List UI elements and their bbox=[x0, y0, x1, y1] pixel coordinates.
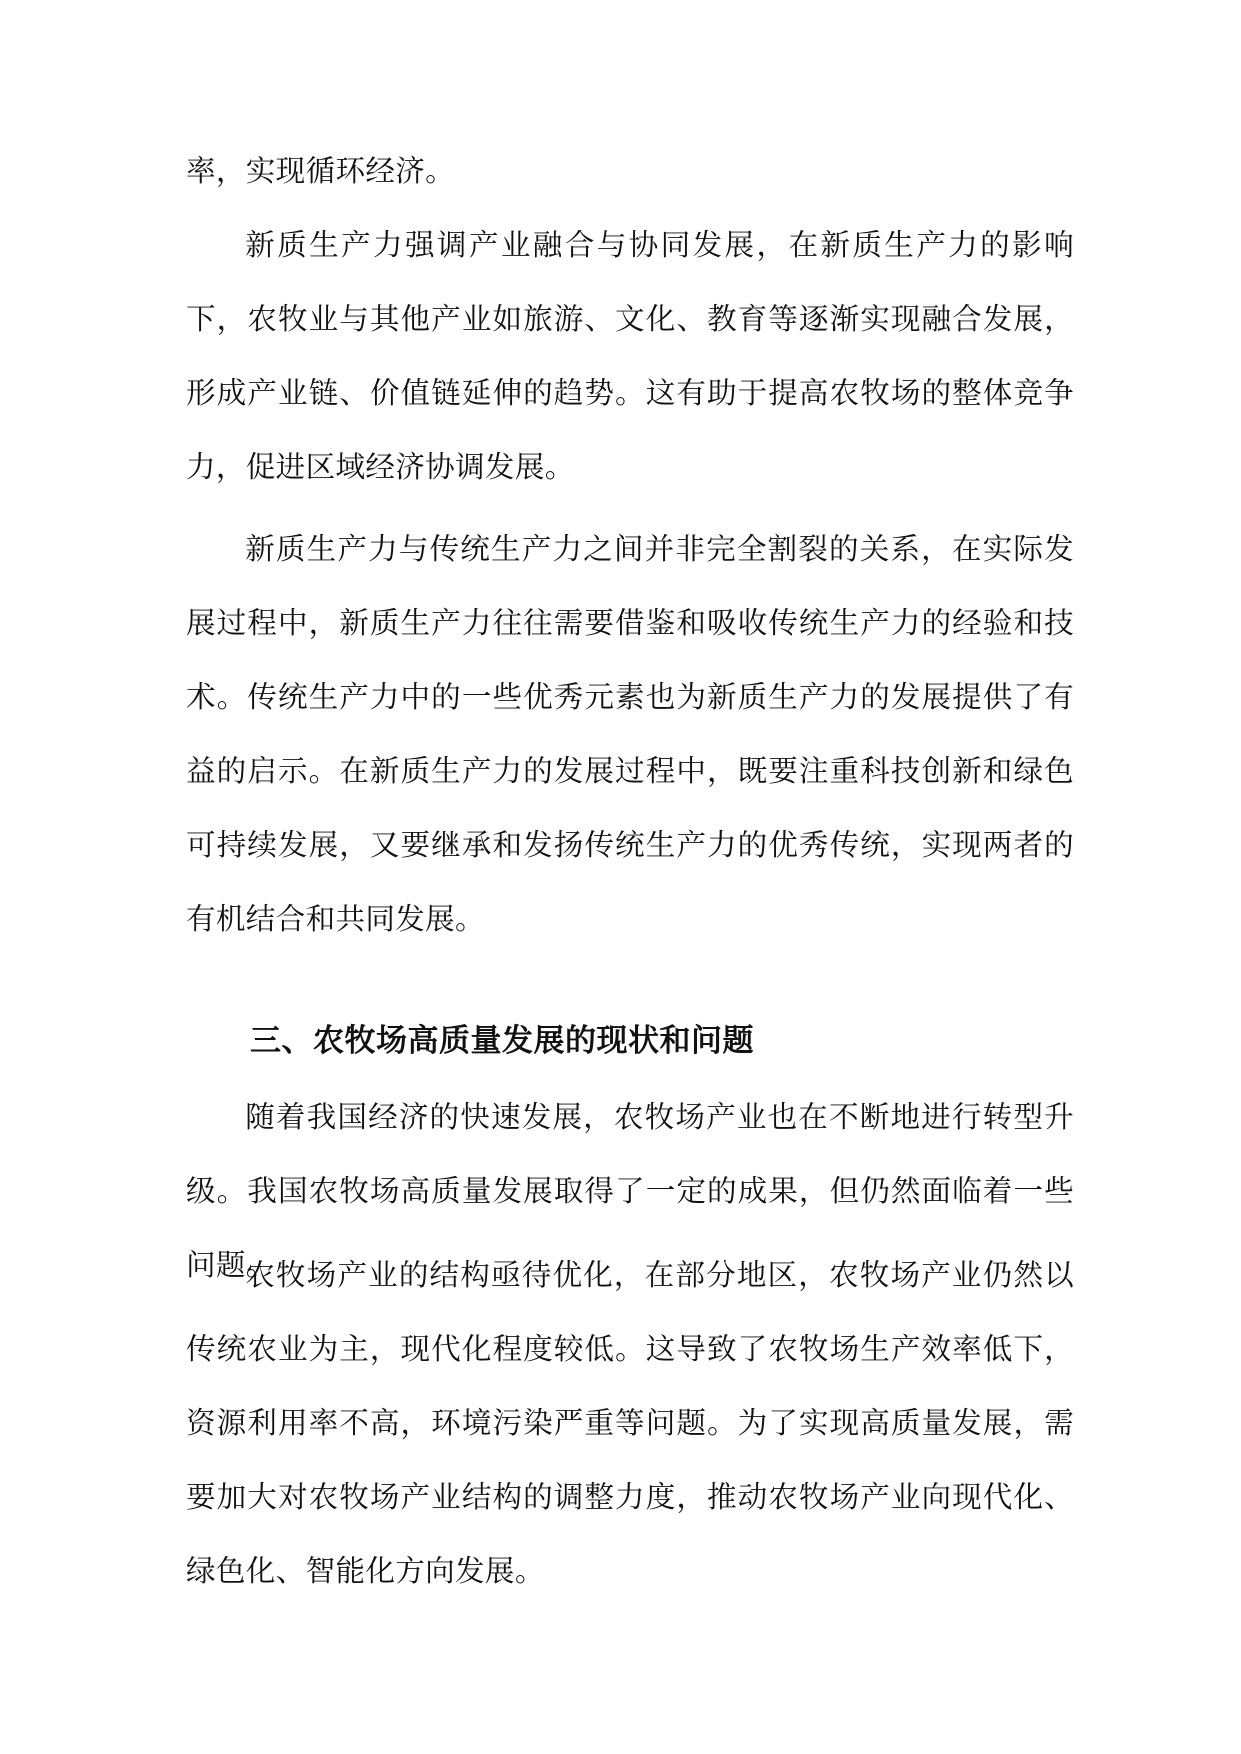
paragraph-structure-optimization: 农牧场产业的结构亟待优化，在部分地区，农牧场产业仍然以传统农业为主，现代化程度较低。这导致了农牧场生产效率低下，资源利用率不高，环境污染严重等问题。为了实现高质量发展，需要加大对农牧场产业结构的调整力度，推动农牧场产业向现代化、绿色化、智能化方向发展。 bbox=[186, 1258, 1074, 1588]
paragraph-industry-integration: 新质生产力强调产业融合与协同发展，在新质生产力的影响下，农牧业与其他产业如旅游、文化、教育等逐渐实现融合发展，形成产业链、价值链延伸的趋势。这有助于提高农牧场的整体竞争力，促进区域经济协调发展。 bbox=[186, 228, 1074, 484]
paragraph-new-vs-traditional-productivity: 新质生产力与传统生产力之间并非完全割裂的关系，在实际发展过程中，新质生产力往往需要借鉴和吸收传统生产力的经验和技术。传统生产力中的一些优秀元素也为新质生产力的发展提供了有益的启示。在新质生产力的发展过程中，既要注重科技创新和绿色可持续发展，又要继承和发扬传统生产力的优秀传统，实现两者的有机结合和共同发展。 bbox=[186, 532, 1074, 936]
paragraph-current-status: 随着我国经济的快速发展，农牧场产业也在不断地进行转型升级。我国农牧场高质量发展取得了一定的成果，但仍然面临着一些问题。 bbox=[186, 1100, 1074, 1282]
paragraph-continuation: 率，实现循环经济。 bbox=[186, 154, 456, 188]
section-heading: 三、农牧场高质量发展的现状和问题 bbox=[250, 1023, 754, 1059]
